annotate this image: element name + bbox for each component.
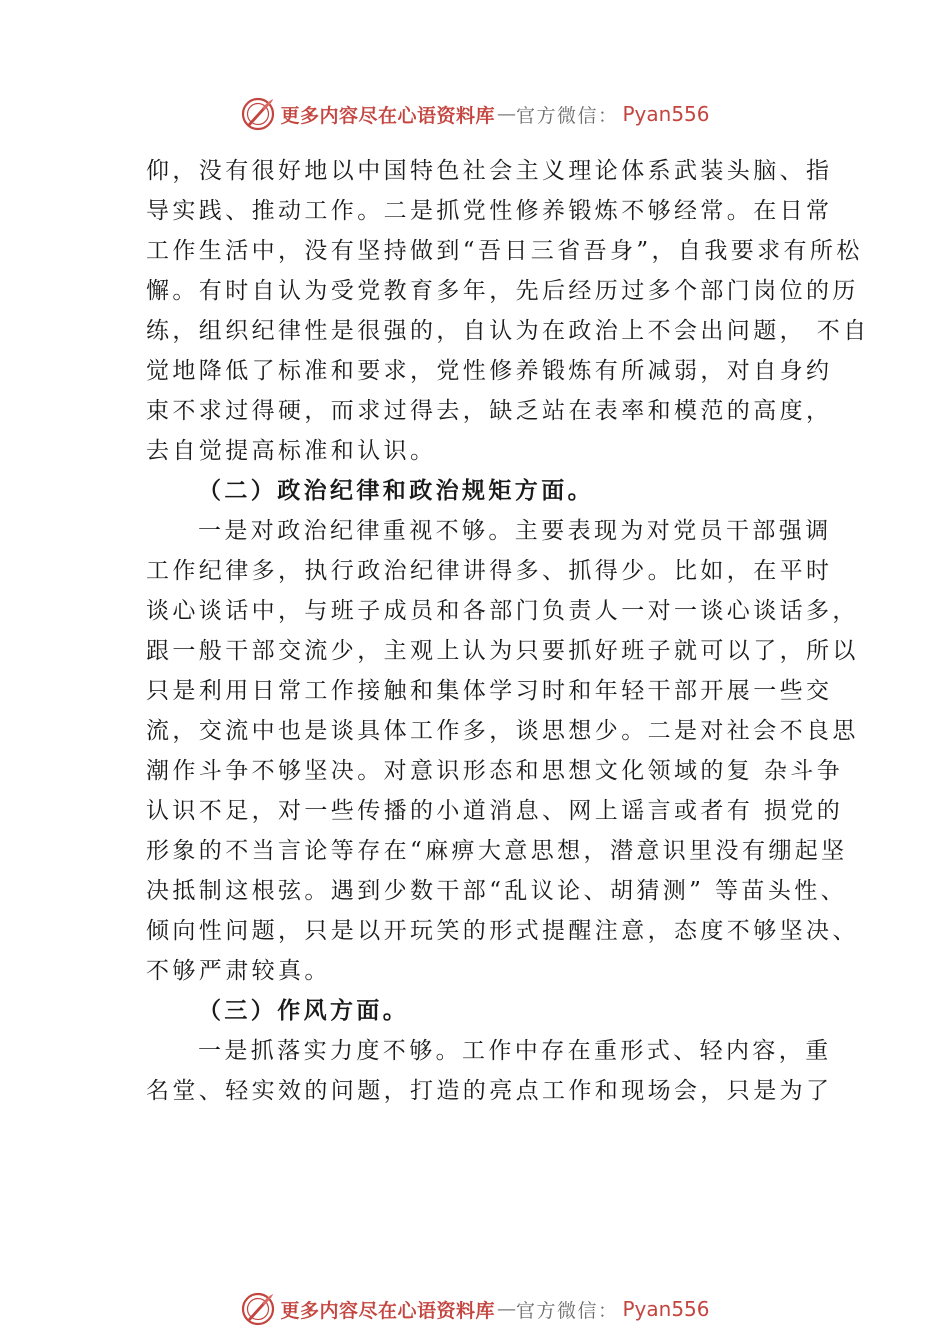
body-line: 去自觉提高标准和认识。 bbox=[146, 438, 437, 464]
header-banner bbox=[0, 94, 950, 134]
body-line: 名堂、轻实效的问题，打造的亮点工作和现场会，只是为了 bbox=[146, 1078, 833, 1104]
body-line: 流，交流中也是谈具体工作多，谈思想少。二是对社会不良思 bbox=[146, 718, 859, 744]
document-body bbox=[146, 151, 870, 1111]
body-line: 形象的不当言论等存在“麻痹大意思想，潜意识里没有绷起坚 bbox=[146, 838, 848, 864]
section-heading-3: （三）作风方面。 bbox=[198, 997, 410, 1024]
body-line: 工作纪律多，执行政治纪律讲得多、抓得少。比如，在平时 bbox=[146, 558, 833, 584]
banner-title: 更多内容尽在心语资料库 bbox=[280, 1299, 495, 1322]
section-heading-2: （二）政治纪律和政治规矩方面。 bbox=[198, 477, 594, 504]
banner-wechat-label: 官方微信： bbox=[515, 104, 619, 127]
body-line: 谈心谈话中，与班子成员和各部门负责人一对一谈心谈话多， bbox=[146, 598, 859, 624]
banner-wechat-id: Pyan556 bbox=[622, 102, 710, 126]
body-line: 决抵制这根弦。遇到少数干部“乱议论、胡猜测” 等苗头性、 bbox=[146, 878, 848, 904]
body-line: 只是利用日常工作接触和集体学习时和年轻干部开展一些交 bbox=[146, 678, 833, 704]
body-line: 束不求过得硬，而求过得去，缺乏站在表率和模范的高度， bbox=[146, 398, 833, 424]
banner-separator: — bbox=[496, 1298, 516, 1320]
body-line: 跟一般干部交流少，主观上认为只要抓好班子就可以了，所以 bbox=[146, 638, 859, 664]
body-line: 潮作斗争不够坚决。对意识形态和思想文化领域的复 杂斗争 bbox=[146, 758, 844, 784]
quill-seal-icon bbox=[240, 1291, 276, 1327]
paragraph-first-line: 一是抓落实力度不够。工作中存在重形式、轻内容，重 bbox=[198, 1038, 832, 1064]
footer-banner bbox=[0, 1289, 950, 1329]
body-line: 不够严肃较真。 bbox=[146, 958, 331, 984]
quill-seal-icon bbox=[240, 96, 276, 132]
body-line: 练，组织纪律性是很强的，自认为在政治上不会出问题， 不自 bbox=[146, 318, 870, 344]
banner-title: 更多内容尽在心语资料库 bbox=[280, 104, 495, 127]
body-line: 认识不足，对一些传播的小道消息、网上谣言或者有 损党的 bbox=[146, 798, 844, 824]
body-line: 倾向性问题，只是以开玩笑的形式提醒注意，态度不够坚决、 bbox=[146, 918, 859, 944]
paragraph-first-line: 一是对政治纪律重视不够。主要表现为对党员干部强调 bbox=[198, 518, 832, 544]
body-line: 觉地降低了标准和要求，党性修养锻炼有所减弱，对自身约 bbox=[146, 358, 833, 384]
body-line: 工作生活中，没有坚持做到“吾日三省吾身”，自我要求有所松 bbox=[146, 238, 863, 264]
banner-separator: — bbox=[496, 103, 516, 125]
body-line: 仰，没有很好地以中国特色社会主义理论体系武装头脑、指 bbox=[146, 158, 833, 184]
banner-wechat-id: Pyan556 bbox=[622, 1297, 710, 1321]
body-line: 懈。有时自认为受党教育多年，先后经历过多个部门岗位的历 bbox=[146, 278, 859, 304]
banner-wechat-label: 官方微信： bbox=[515, 1299, 619, 1322]
body-line: 导实践、推动工作。二是抓党性修养锻炼不够经常。在日常 bbox=[146, 198, 833, 224]
